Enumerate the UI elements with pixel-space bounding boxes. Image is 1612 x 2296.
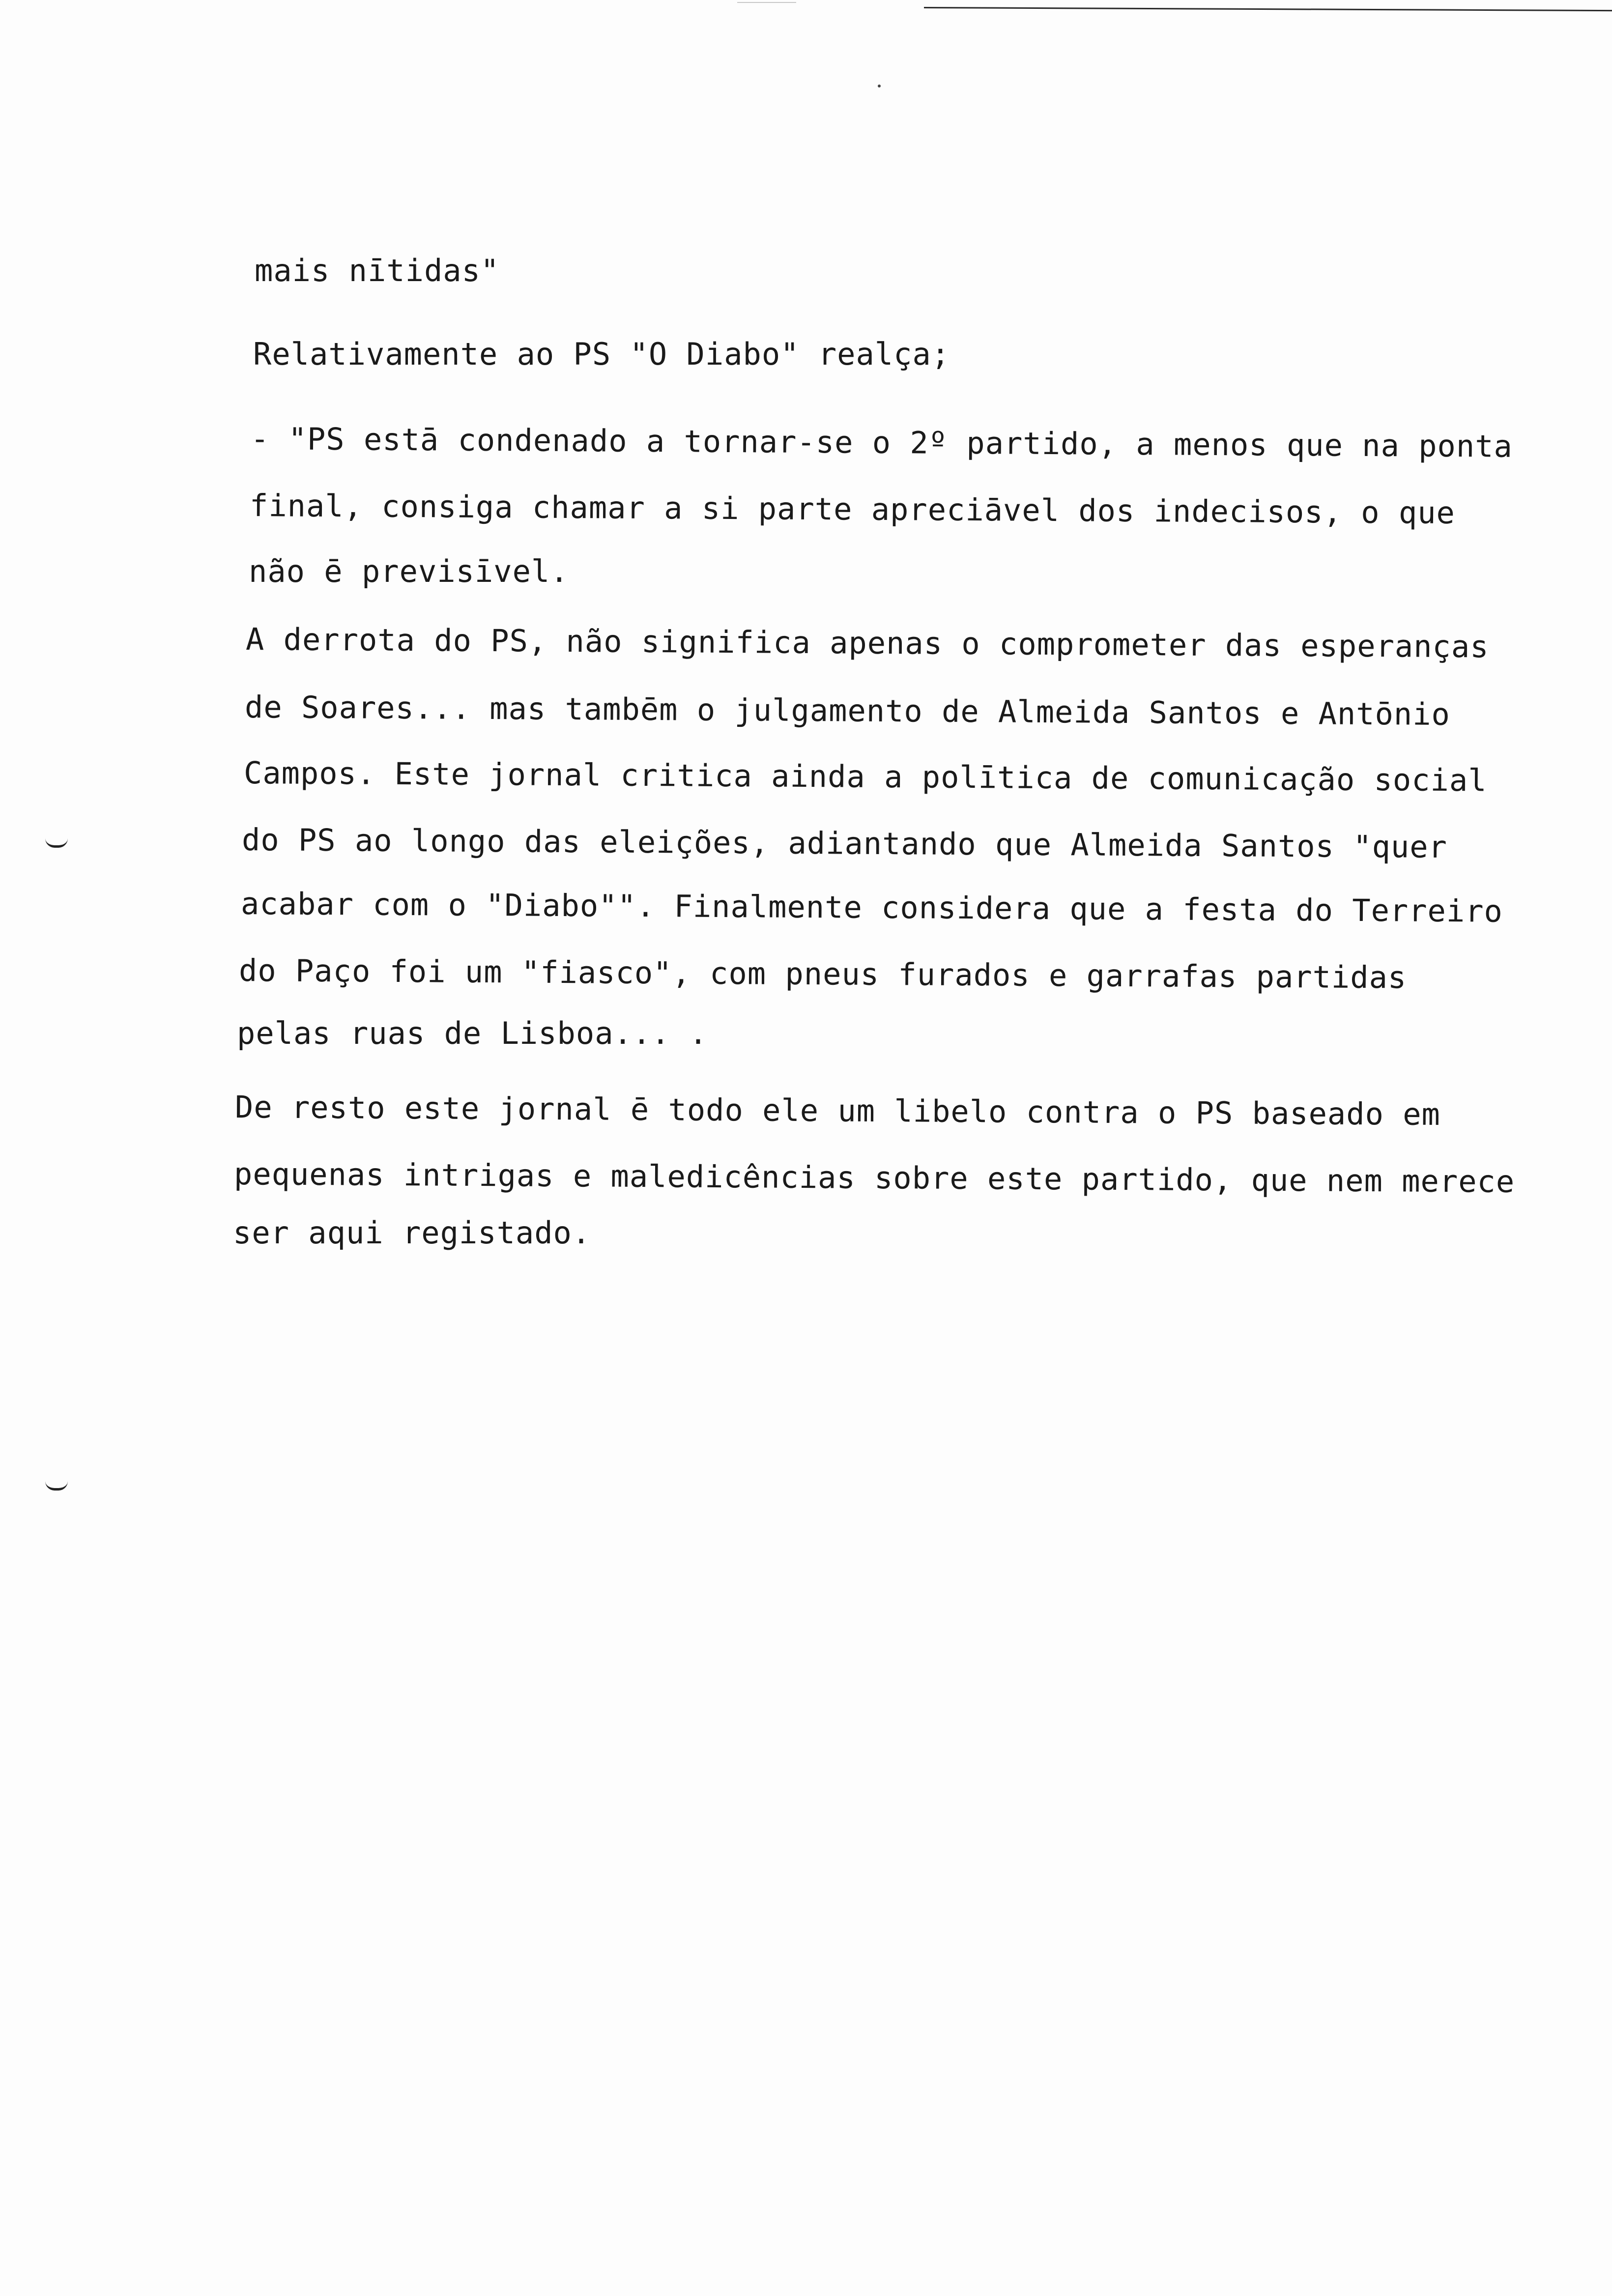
binder-hole-mark-lower xyxy=(45,1481,68,1491)
text-line-10: acabar com o "Diabo"". Finalmente considera que a festa do Terreiro xyxy=(240,886,1503,929)
text-line-12: pelas ruas de Lisboa... . xyxy=(237,1015,708,1051)
scan-dust-dot xyxy=(878,85,881,87)
text-line-5: não ē previsīvel. xyxy=(249,553,569,589)
text-line-1: mais nītidas" xyxy=(255,253,500,288)
text-line-11: do Paço foi um "fiasco", com pneus furados e garrafas partidas xyxy=(238,952,1407,996)
text-line-14: pequenas intrigas e maledicências sobre este partido, que nem merece xyxy=(233,1156,1515,1200)
text-line-3: - "PS estā condenado a tornar-se o 2º partido, a menos que na ponta xyxy=(250,421,1513,464)
top-rule-line xyxy=(924,7,1612,11)
text-line-7: de Soares... mas tambēm o julgamento de Almeida Santos e Antōnio xyxy=(244,689,1451,732)
text-line-13: De resto este jornal ē todo ele um libelo contra o PS baseado em xyxy=(234,1089,1441,1132)
text-line-8: Campos. Este jornal critica ainda a polītica de comunicação social xyxy=(243,755,1487,799)
scan-artifact-line xyxy=(737,2,796,3)
text-line-6: A derrota do PS, não significa apenas o comprometer das esperanças xyxy=(245,621,1489,665)
binder-hole-mark-upper xyxy=(45,838,68,848)
text-line-2: Relativamente ao PS "O Diabo" realça; xyxy=(253,336,950,372)
text-line-4: final, consiga chamar a si parte apreciāvel dos indecisos, o que xyxy=(249,488,1456,531)
text-line-15: ser aqui registado. xyxy=(233,1215,591,1251)
text-line-9: do PS ao longo das eleições, adiantando que Almeida Santos "quer xyxy=(241,822,1448,865)
